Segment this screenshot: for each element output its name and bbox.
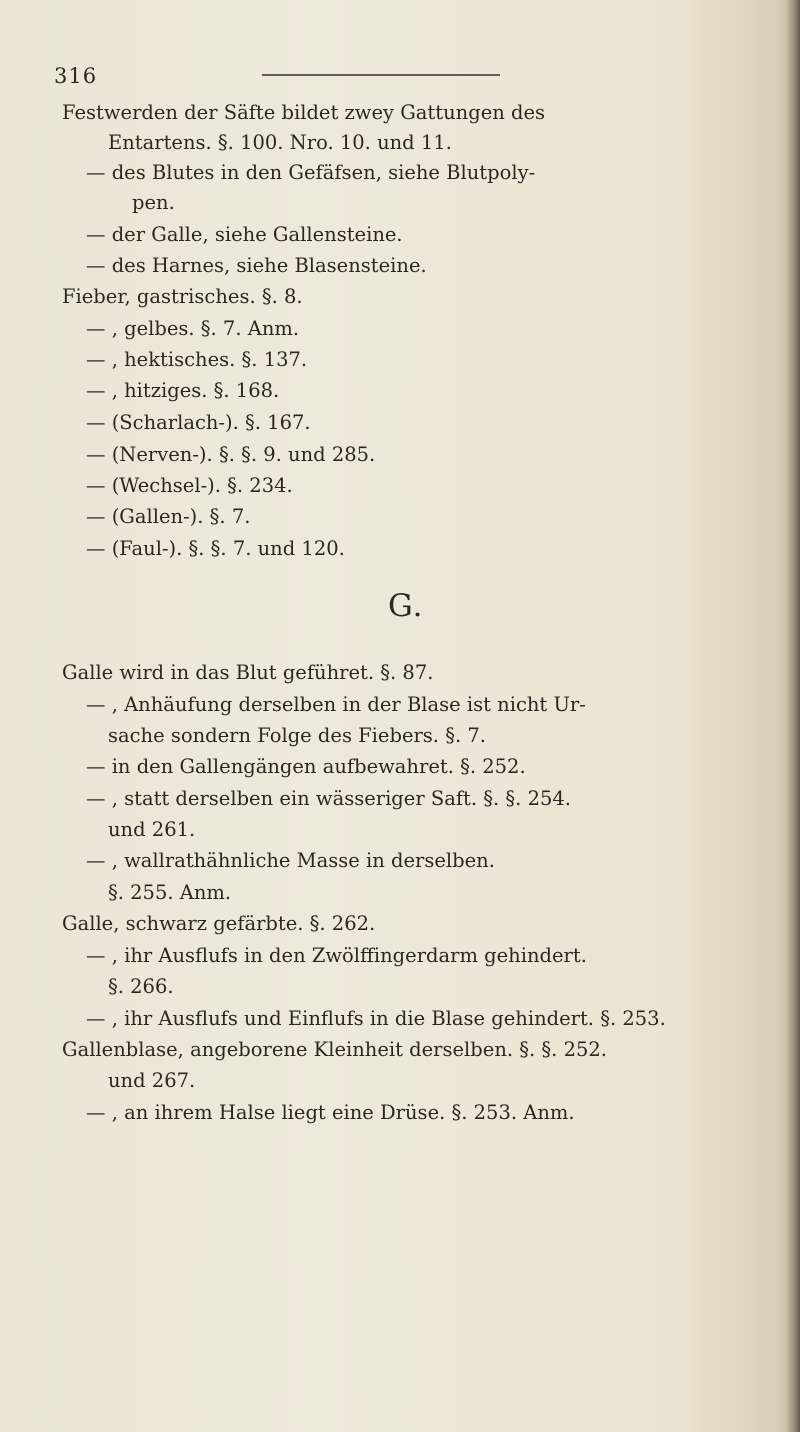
index-subentry: — der Galle, siehe Gallensteine. <box>86 223 403 246</box>
index-subentry: — des Blutes in den Gefäfsen, siehe Blutpoly- <box>86 161 536 184</box>
index-subentry: — (Gallen-). §. 7. <box>86 505 251 528</box>
index-subentry: — (Wechsel-). §. 234. <box>86 474 293 497</box>
index-subentry: — , statt derselben ein wässeriger Saft. §. §. 254. <box>86 787 571 810</box>
index-subentry: — , ihr Ausflufs in den Zwölffingerdarm gehindert. <box>86 944 587 967</box>
section-letter: G. <box>388 588 424 624</box>
index-entry-continuation: und 267. <box>108 1069 196 1092</box>
index-entry-continuation: Entartens. §. 100. Nro. 10. und 11. <box>108 131 452 154</box>
index-subentry: — des Harnes, siehe Blasensteine. <box>86 254 427 277</box>
index-entry: Galle, schwarz gefärbte. §. 262. <box>62 912 376 935</box>
index-subentry: — (Faul-). §. §. 7. und 120. <box>86 537 345 560</box>
index-entry-continuation: pen. <box>132 191 175 214</box>
page-edge-shadow <box>786 0 800 1432</box>
index-entry: Festwerden der Säfte bildet zwey Gattungen des <box>62 101 546 124</box>
index-subentry: — , wallrathähnliche Masse in derselben. <box>86 849 495 872</box>
index-subentry: — , hektisches. §. 137. <box>86 348 308 371</box>
index-entry-continuation: sache sondern Folge des Fiebers. §. 7. <box>108 724 486 747</box>
index-subentry: — , gelbes. §. 7. Anm. <box>86 317 300 340</box>
page-number: 316 <box>54 64 98 88</box>
index-entry: Gallenblase, angeborene Kleinheit derselben. §. §. 252. <box>62 1038 607 1061</box>
index-subentry: — , Anhäufung derselben in der Blase ist nicht Ur- <box>86 693 586 716</box>
index-entry: Fieber, gastrisches. §. 8. <box>62 285 303 308</box>
index-subentry: — (Scharlach-). §. 167. <box>86 411 311 434</box>
index-entry-continuation: und 261. <box>108 818 196 841</box>
index-subentry: — , ihr Ausflufs und Einflufs in die Blase gehindert. §. 253. <box>86 1007 666 1030</box>
index-subentry: — (Nerven-). §. §. 9. und 285. <box>86 443 376 466</box>
index-subentry: — , an ihrem Halse liegt eine Drüse. §. 253. Anm. <box>86 1101 575 1124</box>
index-entry: Galle wird in das Blut geführet. §. 87. <box>62 661 434 684</box>
index-entry-continuation: §. 255. Anm. <box>108 881 232 904</box>
header-rule <box>262 74 500 76</box>
index-subentry: — in den Gallengängen aufbewahret. §. 252. <box>86 755 526 778</box>
index-entry-continuation: §. 266. <box>108 975 174 998</box>
index-subentry: — , hitziges. §. 168. <box>86 379 280 402</box>
